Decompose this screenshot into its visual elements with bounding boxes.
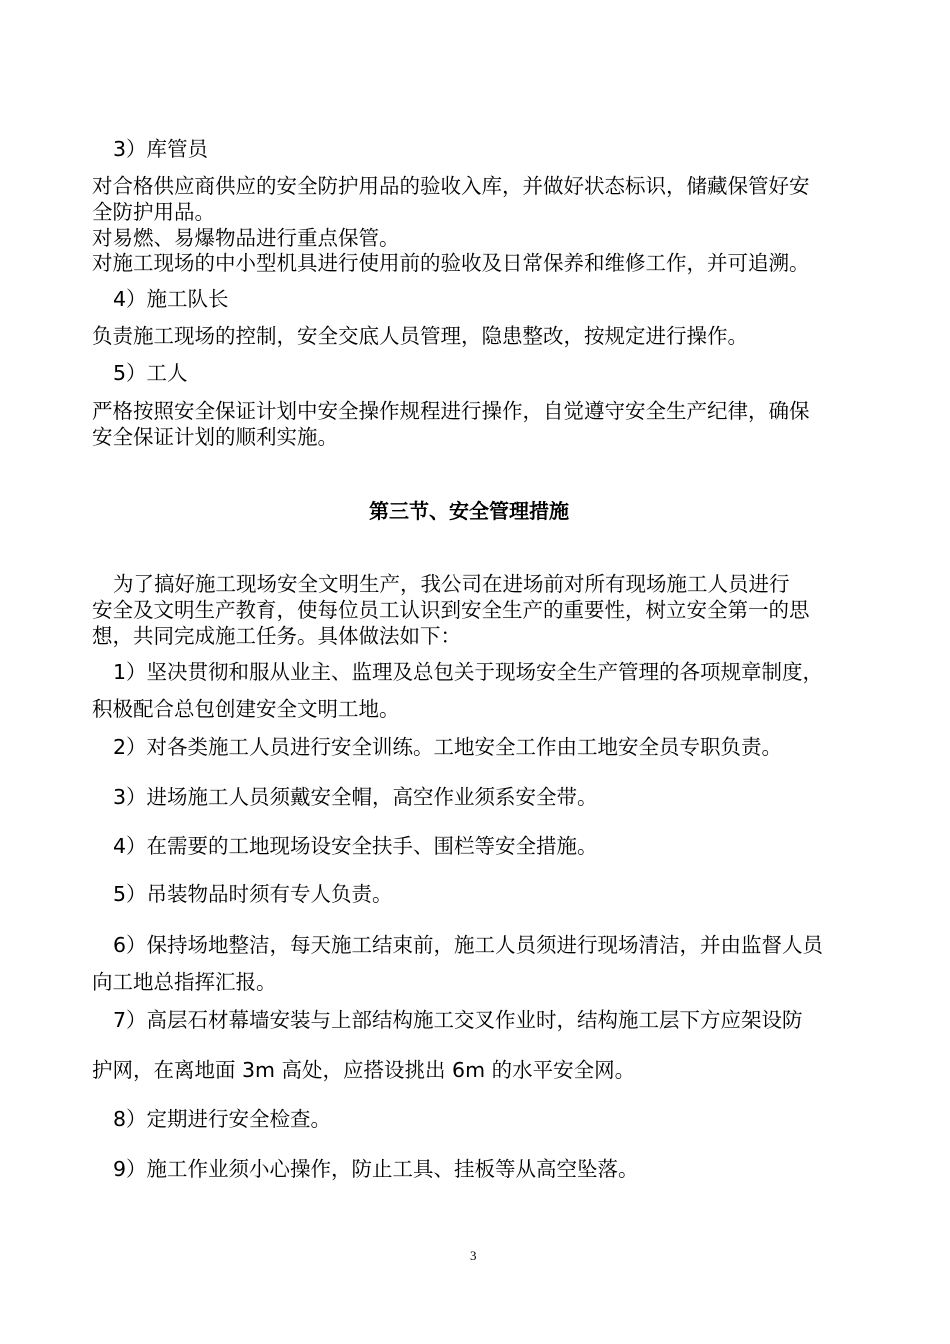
paragraph-line: 对易燃、易爆物品进行重点保管。	[92, 226, 400, 250]
paragraph-line: 为了搞好施工现场安全文明生产，我公司在进场前对所有现场施工人员进行	[113, 572, 790, 596]
list-item: 1）坚决贯彻和服从业主、监理及总包关于现场安全生产管理的各项规章制度，	[113, 660, 824, 684]
captain-heading: 4）施工队长	[113, 287, 229, 311]
paragraph-line: 全防护用品。	[92, 200, 215, 224]
list-item: 6）保持场地整洁，每天施工结束前，施工人员须进行现场清洁，并由监督人员	[113, 933, 824, 957]
list-item-continuation: 积极配合总包创建安全文明工地。	[92, 697, 400, 721]
page-number: 3	[470, 1248, 477, 1263]
list-item: 5）吊装物品时须有专人负责。	[113, 882, 393, 906]
section-title: 第三节、安全管理措施	[369, 499, 569, 523]
paragraph-line: 安全保证计划的顺利实施。	[92, 425, 338, 449]
worker-heading: 5）工人	[113, 361, 188, 385]
paragraph-line: 负责施工现场的控制，安全交底人员管理，隐患整改，按规定进行操作。	[92, 324, 748, 348]
list-item: 4）在需要的工地现场设安全扶手、围栏等安全措施。	[113, 834, 598, 858]
storekeeper-heading: 3）库管员	[113, 137, 209, 161]
list-item: 3）进场施工人员须戴安全帽，高空作业须系安全带。	[113, 785, 598, 809]
paragraph-line: 想，共同完成施工任务。具体做法如下：	[92, 624, 461, 648]
paragraph-line: 对施工现场的中小型机具进行使用前的验收及日常保养和维修工作，并可追溯。	[92, 251, 810, 275]
list-item: 7）高层石材幕墙安装与上部结构施工交叉作业时，结构施工层下方应架设防	[113, 1008, 803, 1032]
list-item: 2）对各类施工人员进行安全训练。工地安全工作由工地安全员专职负责。	[113, 735, 783, 759]
list-item-continuation: 向工地总指挥汇报。	[92, 970, 277, 994]
paragraph-line: 安全及文明生产教育，使每位员工认识到安全生产的重要性，树立安全第一的思	[92, 598, 810, 622]
list-item-continuation: 护网，在离地面 3m 高处，应搭设挑出 6m 的水平安全网。	[92, 1058, 636, 1082]
list-item: 8）定期进行安全检查。	[113, 1107, 332, 1131]
paragraph-line: 严格按照安全保证计划中安全操作规程进行操作，自觉遵守安全生产纪律，确保	[92, 399, 810, 423]
paragraph-line: 对合格供应商供应的安全防护用品的验收入库，并做好状态标识，储藏保管好安	[92, 174, 810, 198]
list-item: 9）施工作业须小心操作，防止工具、挂板等从高空坠落。	[113, 1157, 639, 1181]
